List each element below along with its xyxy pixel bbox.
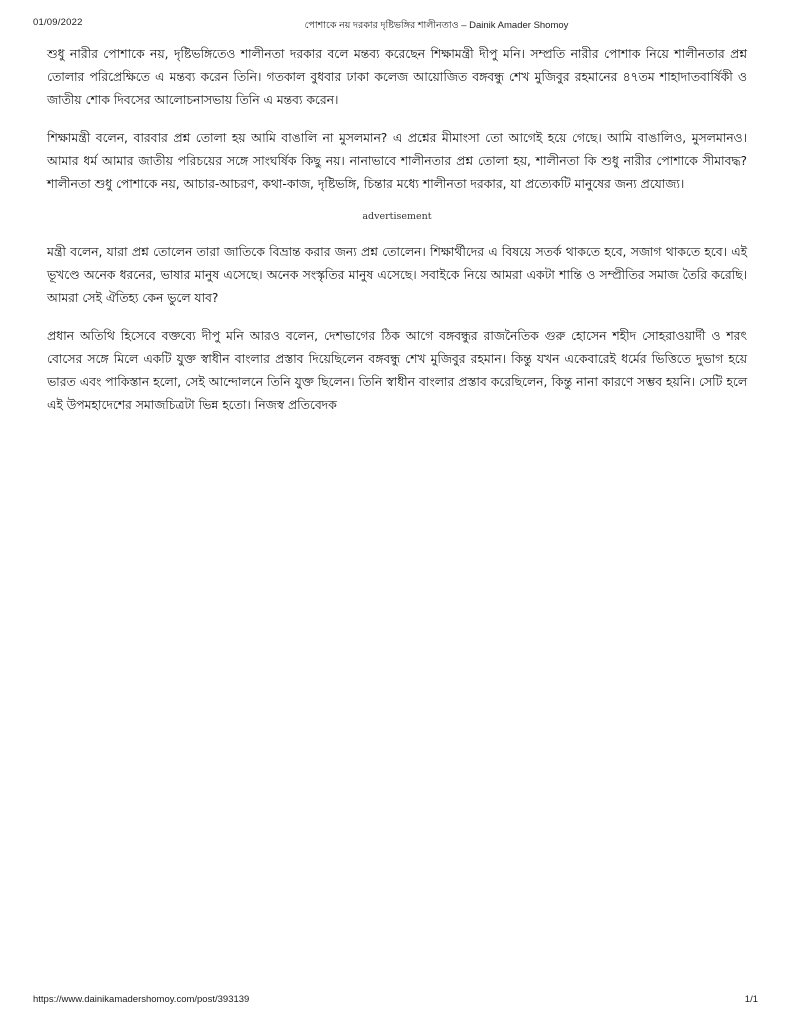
advertisement-label: advertisement bbox=[362, 211, 432, 222]
print-footer bbox=[0, 994, 791, 1010]
article-paragraph: শুধু নারীর পোশাকে নয়, দৃষ্টিভঙ্গিতেও শালীনতা দরকার বলে মন্তব্য করেছেন শিক্ষামন্ত্রী দীপু মনি। সম্প্রতি নারীর পোশাক নিয়ে শালীনতার প্রশ্ন তোলার পরিপ্রেক্ষিতে এ মন্তব্য করেন তিনি। গতকাল বুধবার ঢাকা কলেজ আয়োজিত বঙ্গবন্ধু শেখ মুজিবুর রহমানের ৪৭তম শাহাদাতবার্ষিকী ও জাতীয় শোক দিবসের আলোচনাসভায় তিনি এ মন্তব্য করেন। bbox=[47, 47, 747, 107]
page-number: 1/1 bbox=[744, 994, 758, 1005]
article-paragraph: শিক্ষামন্ত্রী বলেন, বারবার প্রশ্ন তোলা হয় আমি বাঙালি না মুসলমান? এ প্রশ্নের মীমাংসা তো আগেই হয়ে গেছে। আমি বাঙালিও, মুসলমানও। আমার ধর্ম আমার জাতীয় পরিচয়ের সঙ্গে সাংঘর্ষিক কিছু নয়। নানাভাবে শালীনতার প্রশ্ন তোলা হয়, শালীনতা কি শুধু নারীর পোশাকে সীমাবদ্ধ? শালীনতা শুধু পোশাকে নয়, আচার-আচরণ, কথা-কাজ, দৃষ্টিভঙ্গি, চিন্তার মধ্যে শালীনতা দরকার, যা প্রত্যেকটি মানুষের জন্য প্রযোজ্য। bbox=[47, 131, 747, 191]
page-title: পোশাকে নয় দরকার দৃষ্টিভঙ্গির শালীনতাও – Dainik Amader Shomoy bbox=[304, 20, 569, 31]
article-paragraph: প্রধান অতিথি হিসেবে বক্তব্যে দীপু মনি আরও বলেন, দেশভাগের ঠিক আগে বঙ্গবন্ধুর রাজনৈতিক গুরু হোসেন শহীদ সোহরাওয়ার্দী ও শরৎ বোসের সঙ্গে মিলে একটি যুক্ত স্বাধীন বাংলার প্রস্তাব দিয়েছিলেন বঙ্গবন্ধু শেখ মুজিবুর রহমান। কিন্তু যখন একেবারেই ধর্মের ভিত্তিতে দুভাগ হয়ে ভারত এবং পাকিস্তান হলো, সেই আন্দোলনে তিনি যুক্ত ছিলেন। তিনি স্বাধীন বাংলার প্রস্তাব করেছিলেন, কিন্তু নানা কারণে সম্ভব হয়নি। সেটি হলে এই উপমহাদেশের সমাজচিত্রটা ভিন্ন হতো। নিজস্ব প্রতিবেদক bbox=[47, 329, 747, 412]
page-url: https://www.dainikamadershomoy.com/post/393139 bbox=[33, 994, 250, 1005]
article-paragraph: মন্ত্রী বলেন, যারা প্রশ্ন তোলেন তারা জাতিকে বিভ্রান্ত করার জন্য প্রশ্ন তোলেন। শিক্ষার্থীদের এ বিষয়ে সতর্ক থাকতে হবে, সজাগ থাকতে হবে। এই ভূখণ্ডে অনেক ধরনের, ভাষার মানুষ এসেছে। অনেক সংস্কৃতির মানুষ এসেছে। সবাইকে নিয়ে আমরা একটা শান্তি ও সম্প্রীতির সমাজ তৈরি করেছি। আমরা সেই ঐতিহ্য কেন ভুলে যাব? bbox=[47, 245, 747, 305]
article-body bbox=[47, 43, 747, 432]
print-header bbox=[0, 17, 791, 33]
print-date: 01/09/2022 bbox=[33, 17, 83, 28]
